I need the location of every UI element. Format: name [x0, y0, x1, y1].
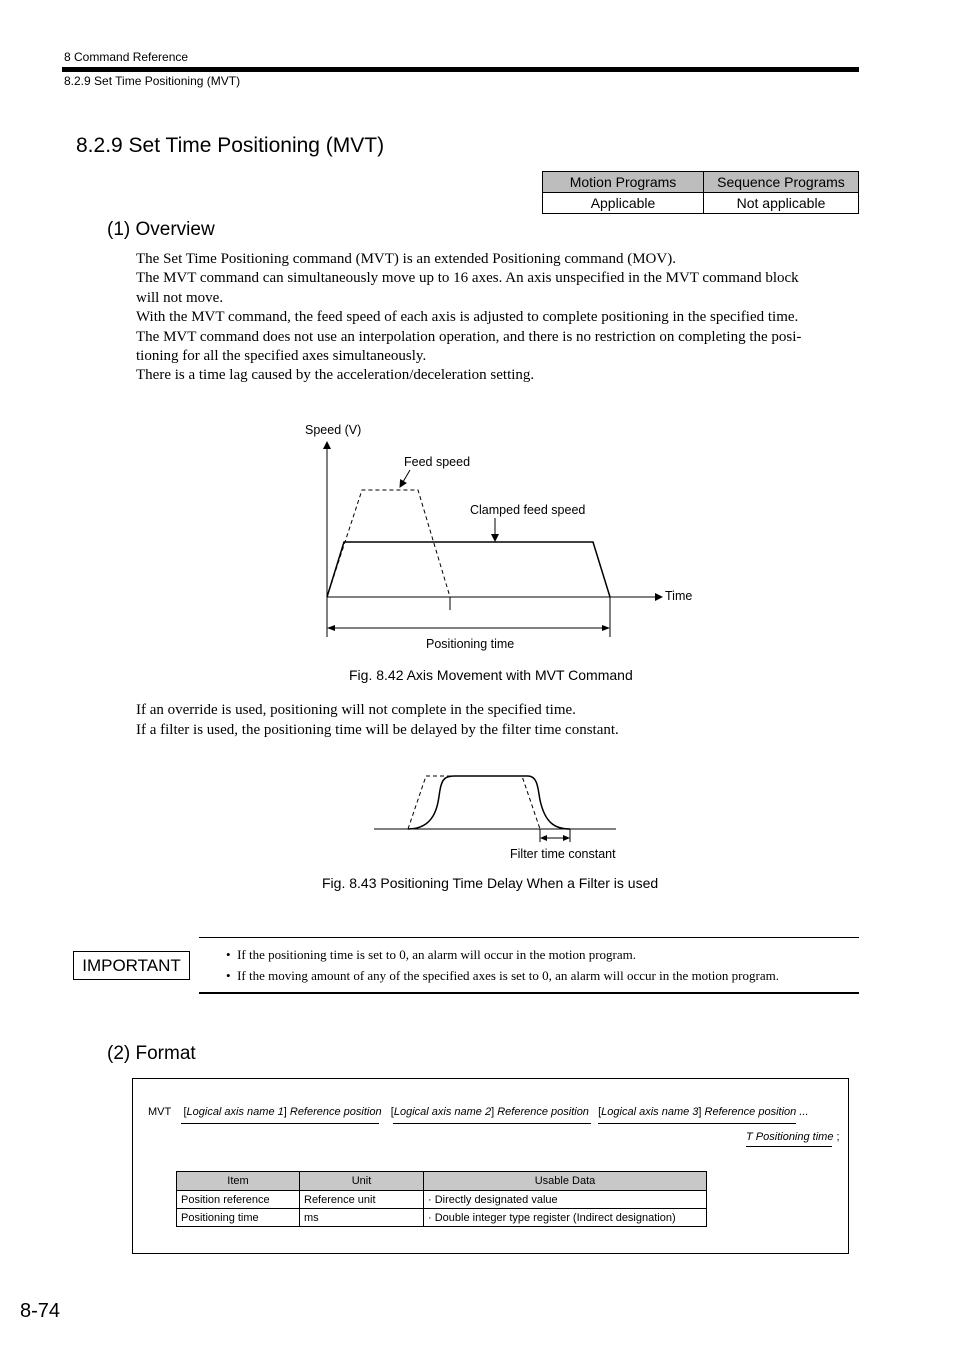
table-row: [177, 1209, 707, 1227]
positioning-time-param: Positioning time: [755, 1131, 834, 1143]
cell-item: Position reference: [177, 1191, 300, 1209]
figure-8-43: [374, 776, 616, 861]
page-number: 8-74: [20, 1300, 61, 1322]
col-header-unit: Unit: [300, 1172, 424, 1191]
running-header-section: 8.2.9 Set Time Positioning (MVT): [64, 74, 241, 88]
t-prefix: T: [746, 1131, 753, 1143]
reference-position-2: Reference position: [497, 1106, 589, 1118]
overview-line: The MVT command can simultaneously move up to 16 axes. An axis unspecified in the MVT command block: [136, 270, 799, 287]
cell-unit: ms: [300, 1209, 424, 1227]
filter-arrow-left: [540, 835, 547, 841]
positioning-time-label: Positioning time: [426, 637, 515, 651]
usable-data-table: [176, 1171, 707, 1227]
note-line: If an override is used, positioning will not complete in the specified time.: [136, 702, 576, 718]
terminator: ;: [836, 1131, 840, 1143]
filter-arrow-right: [563, 835, 570, 841]
applicability-value-motion: Applicable: [543, 193, 704, 214]
overview-line: will not move.: [136, 289, 224, 306]
speed-axis-label: Speed (V): [305, 423, 362, 437]
figure-8-42-caption: Fig. 8.42 Axis Movement with MVT Command: [349, 667, 633, 683]
axis-name-3: Logical axis name 3: [601, 1106, 699, 1118]
col-header-usable-data: Usable Data: [424, 1172, 707, 1191]
syntax-ellipsis: ...: [799, 1106, 809, 1118]
mvt-syntax-line: MVT [Logical axis name 1] Reference position [Logical axis name 2] Reference position [Logical axis name 3] Reference position ...: [148, 1106, 809, 1118]
underline-positioning-time: [746, 1146, 832, 1147]
figure-8-42: [305, 423, 692, 651]
overview-heading: (1) Overview: [107, 219, 215, 240]
overview-line: The MVT command does not use an interpolation operation, and there is no restriction on completing the posi-: [136, 328, 802, 345]
overview-line: The Set Time Positioning command (MVT) is an extended Positioning command (MOV).: [136, 251, 676, 267]
mvt-command: MVT: [148, 1106, 172, 1118]
overview-line: With the MVT command, the feed speed of each axis is adjusted to complete positioning in the specified time.: [136, 309, 799, 326]
overview-line: tioning for all the specified axes simultaneously.: [136, 348, 427, 365]
reference-position-3: Reference position: [704, 1106, 797, 1118]
col-header-item: Item: [177, 1172, 300, 1191]
table-row: [177, 1191, 707, 1209]
axis-name-2: Logical axis name 2: [393, 1106, 492, 1118]
overview-line: There is a time lag caused by the acceleration/deceleration setting.: [136, 367, 535, 384]
format-heading: (2) Format: [107, 1043, 196, 1064]
running-header-chapter: 8 Command Reference: [64, 50, 189, 64]
dimension-arrow-left: [327, 625, 335, 631]
format-box: [132, 1078, 849, 1254]
applicability-header-sequence: Sequence Programs: [704, 172, 859, 193]
cell-usable-data: · Directly designated value: [424, 1191, 707, 1209]
important-item-text: If the moving amount of any of the specified axes is set to 0, an alarm will occur in the motion program.: [237, 968, 779, 983]
important-label: IMPORTANT: [73, 951, 190, 980]
reference-position-1: Reference position: [289, 1106, 382, 1118]
dimension-arrow-right: [602, 625, 610, 631]
cell-unit: Reference unit: [300, 1191, 424, 1209]
underline-group-2: [393, 1123, 591, 1124]
important-item: • If the positioning time is set to 0, an alarm will occur in the motion program.: [226, 947, 637, 962]
cell-usable-data: · Double integer type register (Indirect designation): [424, 1209, 707, 1227]
important-item: • If the moving amount of any of the specified axes is set to 0, an alarm will occur in the motion program.: [226, 968, 779, 983]
important-rule-bottom: [199, 992, 859, 994]
figure-8-43-caption: Fig. 8.43 Positioning Time Delay When a Filter is used: [322, 875, 659, 891]
filter-time-constant-label: Filter time constant: [510, 847, 616, 861]
unfiltered-profile: [408, 776, 540, 829]
underline-group-3: [598, 1123, 796, 1124]
feed-speed-pointer: [400, 470, 410, 487]
important-rule-top: [199, 937, 859, 938]
note-line: If a filter is used, the positioning time will be delayed by the filter time constant.: [136, 722, 619, 738]
important-list: [226, 944, 779, 986]
clamped-speed-label: Clamped feed speed: [470, 503, 586, 517]
clamped-speed-profile: [327, 542, 610, 597]
underline-group-1: [181, 1123, 379, 1124]
positioning-time-syntax: [746, 1131, 840, 1143]
feed-speed-label: Feed speed: [404, 455, 471, 469]
filter-override-notes: [136, 700, 619, 740]
filtered-profile: [408, 776, 570, 829]
cell-item: Positioning time: [177, 1209, 300, 1227]
important-item-text: If the positioning time is set to 0, an alarm will occur in the motion program.: [237, 947, 637, 962]
section-title: 8.2.9 Set Time Positioning (MVT): [76, 134, 385, 157]
applicability-value-sequence: Not applicable: [704, 193, 859, 214]
feed-speed-profile: [327, 490, 450, 597]
applicability-header-motion: Motion Programs: [543, 172, 704, 193]
axis-name-1: Logical axis name 1: [186, 1106, 284, 1118]
time-axis-label: Time: [665, 589, 693, 603]
